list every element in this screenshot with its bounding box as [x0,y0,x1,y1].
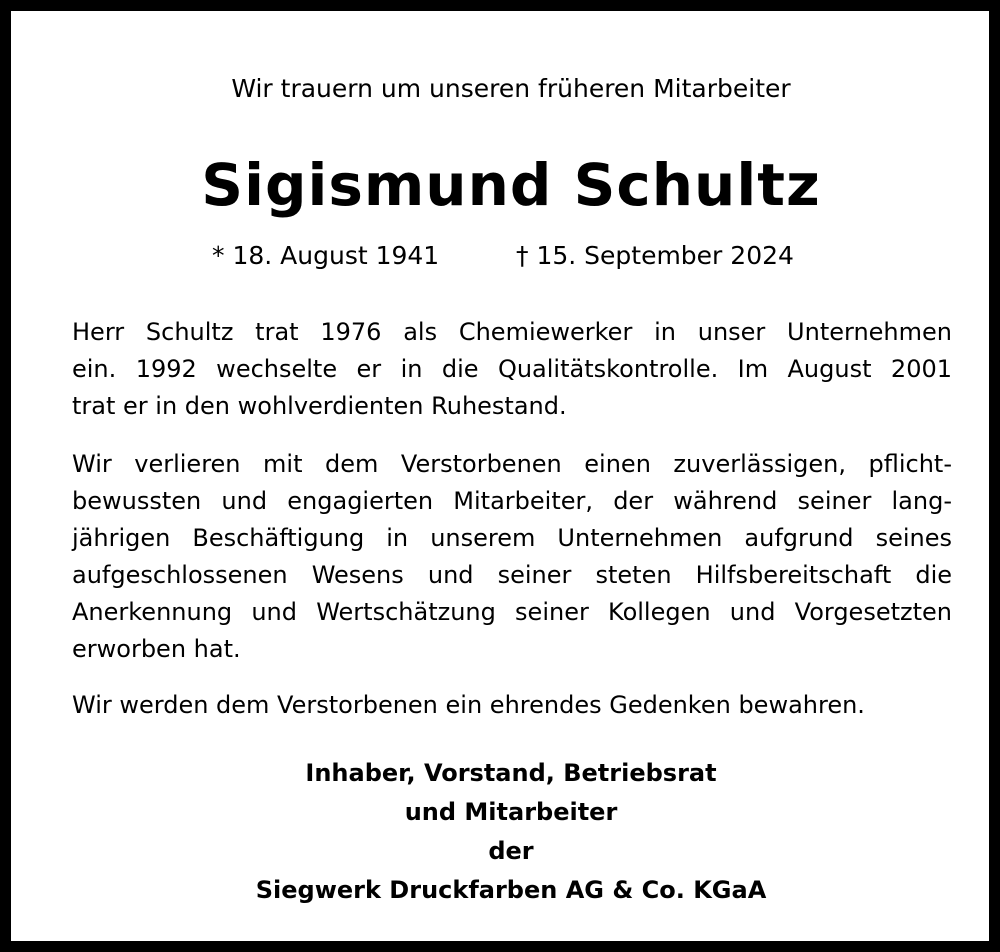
birth-date: * 18. August 1941 [212,241,440,270]
paragraph-career [72,314,952,425]
deceased-name: Sigismund Schultz [201,151,821,219]
paragraph-line: trat er in den wohlverdienten Ruhestand. [72,392,567,420]
company-name: Siegwerk Druckfarben AG & Co. KGaA [255,876,767,904]
paragraph-line: bewussten und engagierten Mitarbeiter, der während seiner lang- [72,487,952,515]
paragraph-line: ein. 1992 wechselte er in die Qualitätskontrolle. Im August 2001 [72,355,952,383]
paragraph-line: Wir werden dem Verstorbenen ein ehrendes Gedenken bewahren. [72,691,865,719]
signature-line: der [488,837,534,865]
paragraph-line: Wir verlieren mit dem Verstorbenen einen zuverlässigen, pflicht- [72,450,952,478]
signature-line: und Mitarbeiter [404,798,618,826]
paragraph-line: erworben hat. [72,635,241,663]
paragraph-tribute [72,446,952,668]
paragraph-line: jährigen Beschäftigung in unserem Unternehmen aufgrund seines [72,524,952,552]
paragraph-remembrance [72,687,952,724]
signature-block [11,754,1000,910]
death-date: † 15. September 2024 [516,241,794,270]
signature-line: Inhaber, Vorstand, Betriebsrat [305,759,717,787]
paragraph-line: aufgeschlossenen Wesens und seiner steten Hilfsbereitschaft die [72,561,952,589]
paragraph-line: Herr Schultz trat 1976 als Chemiewerker in unser Unternehmen [72,318,952,346]
paragraph-line: Anerkennung und Wertschätzung seiner Kollegen und Vorgesetzten [72,598,952,626]
intro-line: Wir trauern um unseren früheren Mitarbeiter [231,74,791,103]
life-dates [11,236,1000,276]
